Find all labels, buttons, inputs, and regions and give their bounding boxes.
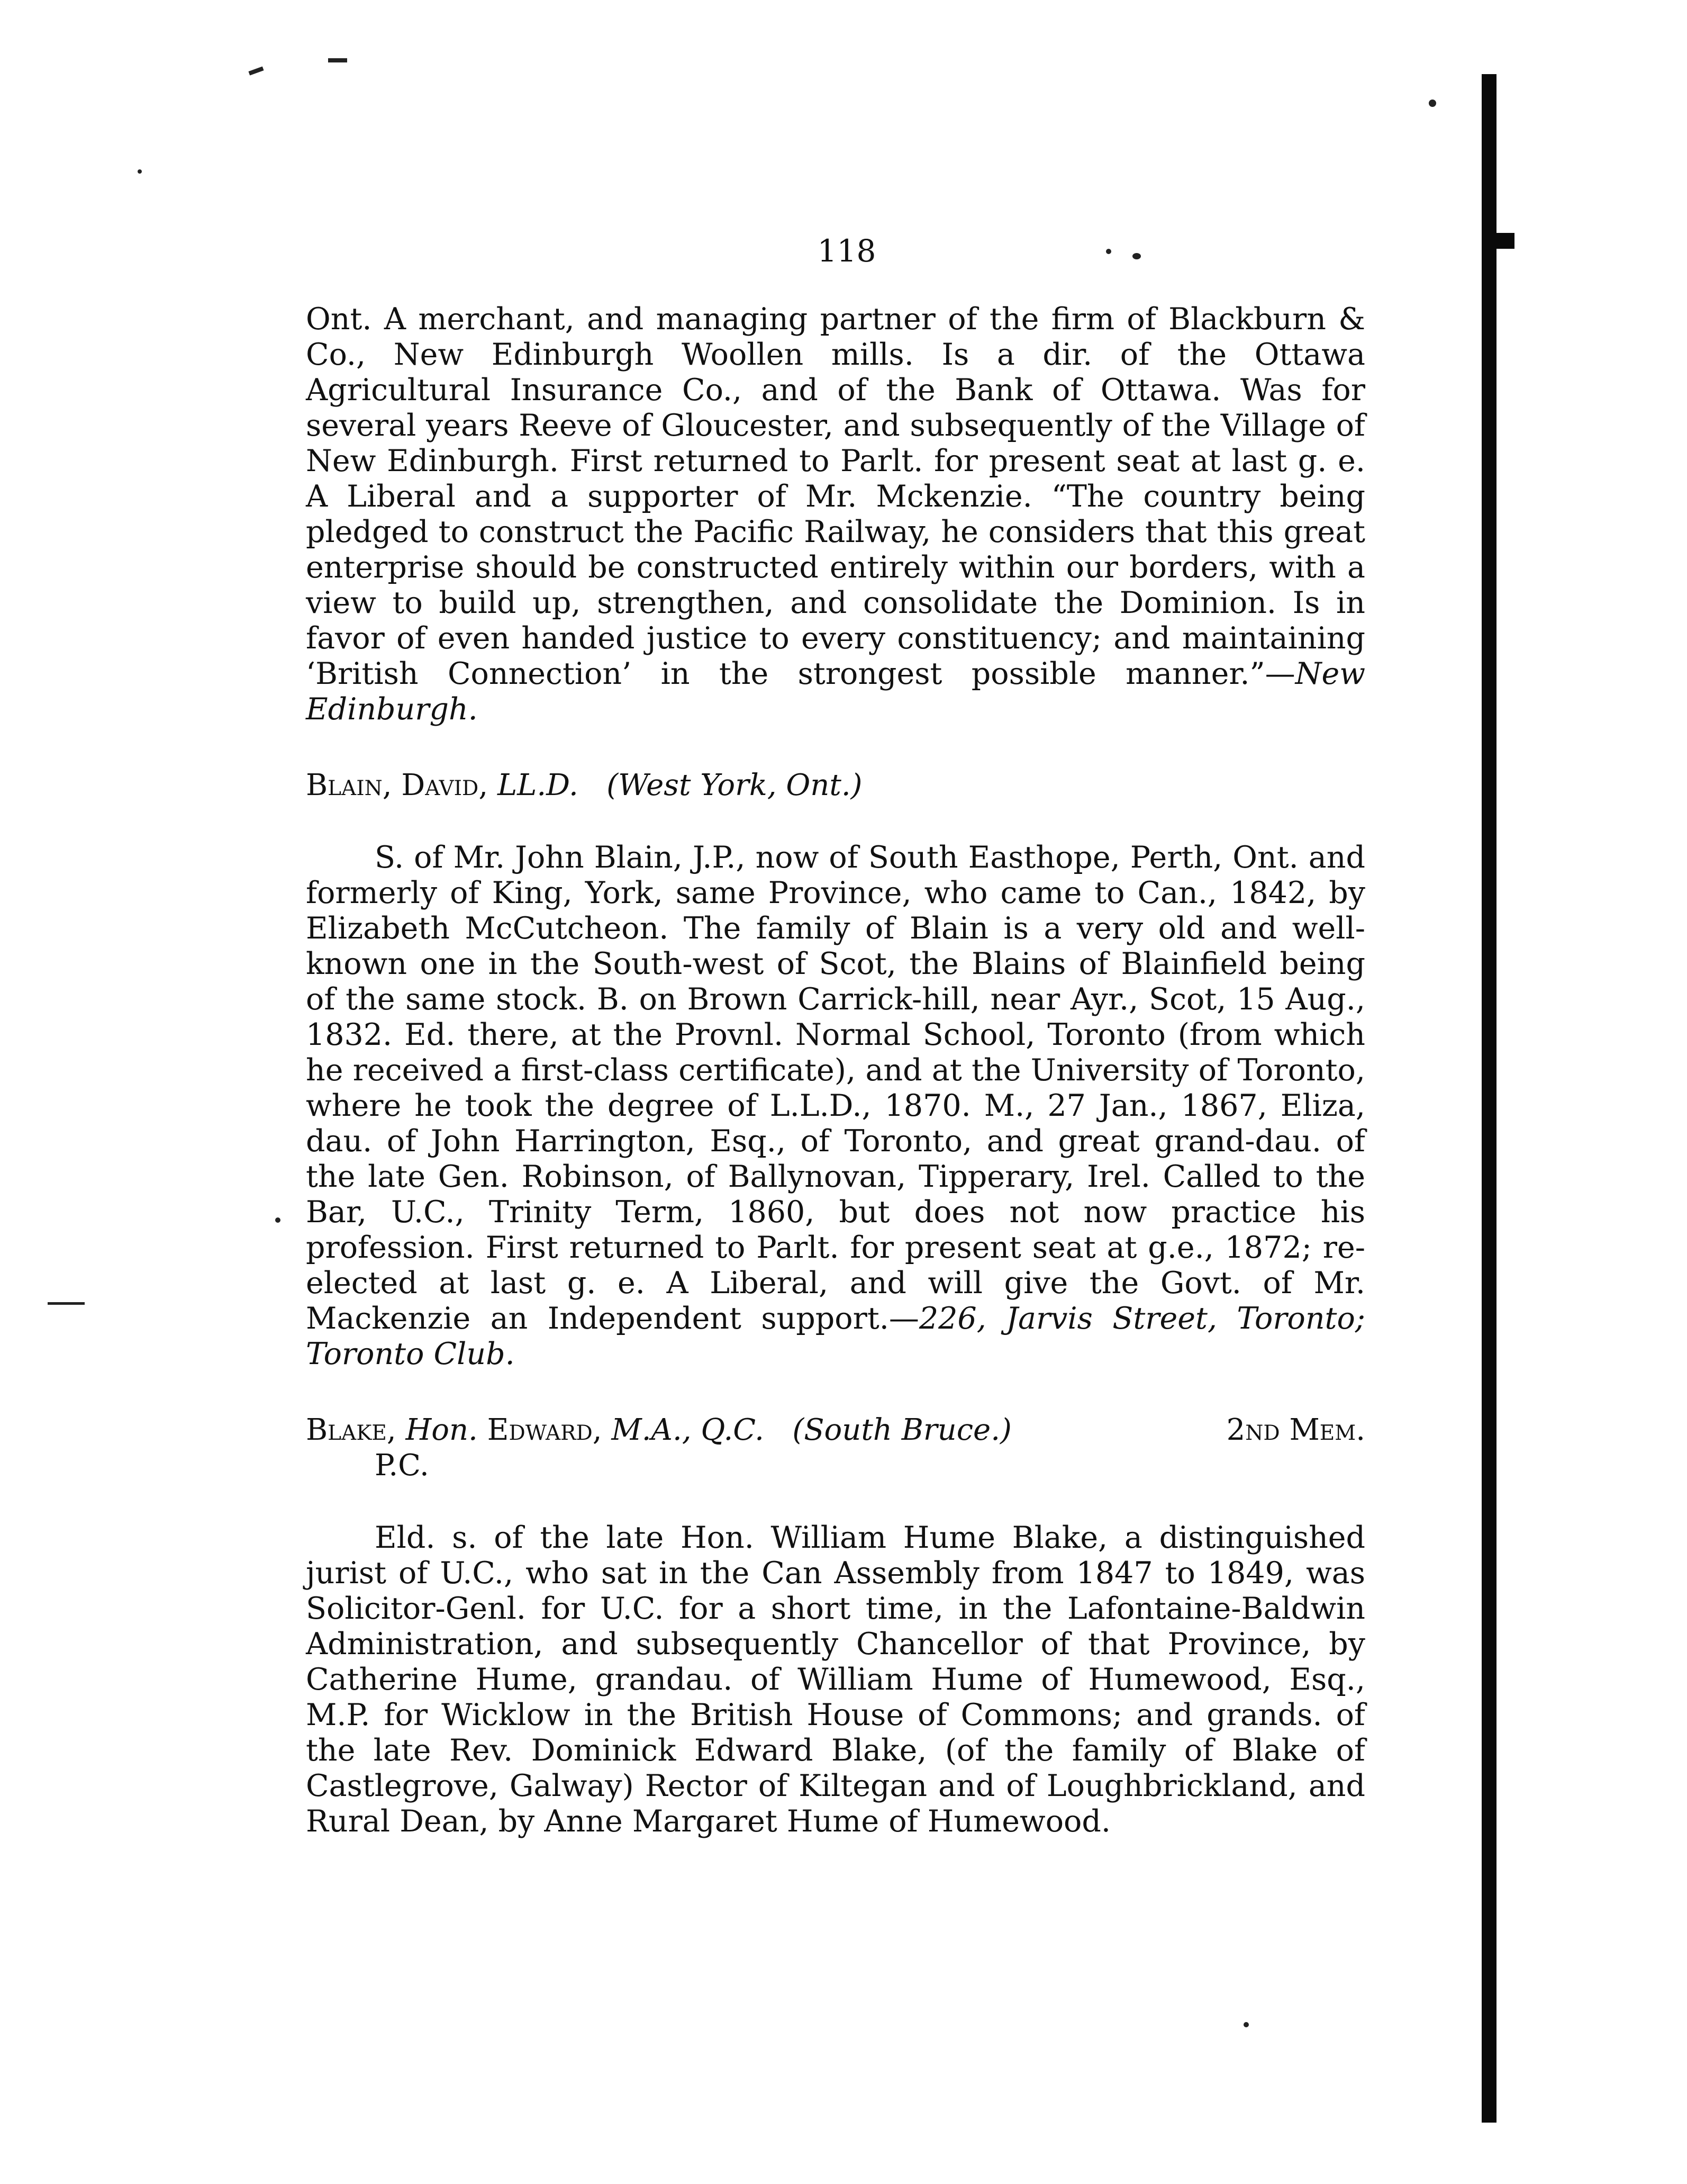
blain-body-text: S. of Mr. John Blain, J.P., now of South Easthope, Perth, Ont. and formerly of King, York, same Province, who came to Can., 1842, by Elizabeth McCutcheon. The family of Blain is a very old and well-known one in the South-west of Scot, the Blains of Blainfield being of the same stock. B. on Brown Carrick-hill, near Ayr., Scot, 15 Aug., 1832. Ed. there, at the Provnl. Normal School, Toronto (from which he received a first-class certificate), and at the University of Toronto, where he took the degree of L.L.D., 1870. M., 27 Jan., 1867, Eliza, dau. of John Harrington, Esq., of Toronto, and great grand-dau. of the late Gen. Robinson, of Ballynovan, Tipperary, Irel. Called to the Bar, U.C., Trinity Term, 1860, but does not now practice his profession. First returned to Parlt. for present seat at g.e., 1872; re-elected at last g. e. A Liberal, and will give the Govt. of Mr. Mackenzie an Independent support.— (306, 840, 1365, 1336)
heading-member-label: 2nd Mem. (1226, 1413, 1365, 1447)
entry-continuation (306, 302, 1365, 727)
spacer (306, 1483, 1365, 1520)
page-body (306, 302, 1365, 1839)
heading-honorific: Hon. (405, 1413, 478, 1447)
scan-speck (1429, 100, 1436, 107)
scan-speck (248, 66, 264, 75)
continuation-source: New Edinburgh. (306, 656, 1365, 727)
scan-edge-mark (1493, 233, 1514, 249)
heading-degree: LL.D. (497, 768, 578, 802)
spacer (306, 727, 1365, 768)
scan-speck (1106, 249, 1111, 254)
heading-surname: Blake (306, 1413, 387, 1447)
blain-address: 226, Jarvis Street, Toronto; Toronto Club. (306, 1301, 1365, 1371)
scan-edge-shadow (1482, 74, 1496, 2123)
entry-body-blain (306, 840, 1365, 1372)
scan-speck (1132, 253, 1141, 259)
scan-speck (275, 1217, 280, 1223)
heading-surname: Blain (306, 768, 383, 802)
heading-given-name: Edward (487, 1413, 593, 1447)
spacer (306, 1372, 1365, 1412)
entry-body-blake: Eld. s. of the late Hon. William Hume Blake, a distinguished jurist of U.C., who sat in the Can Assembly from 1847 to 1849, was Solicitor-Genl. for U.C. for a short time, in the Lafontaine-Baldwin Administration, and subsequently Chancellor of that Province, by Catherine Hume, grandau. of William Hume of Humewood, Esq., M.P. for Wicklow in the British House of Commons; and grands. of the late Rev. Dominick Edward Blake, (of the family of Blake of Castlegrove, Galway) Rector of Kiltegan and of Loughbrickland, and Rural Dean, by Anne Margaret Hume of Humewood. (306, 1520, 1365, 1839)
heading-constituency: (West York, Ont.) (606, 768, 863, 802)
entry-heading-blake: Blake, Hon. Edward, M.A., Q.C. (South Bruce.) 2nd Mem. (306, 1413, 1365, 1447)
page-number: 118 (817, 233, 876, 269)
heading-constituency: (South Bruce.) (792, 1413, 1012, 1447)
scan-speck (1244, 2022, 1249, 2027)
entry-heading-blain: Blain, David, LL.D. (West York, Ont.) (306, 768, 863, 802)
scan-speck (138, 169, 142, 174)
entry-heading-blake-continued (306, 1448, 1365, 1483)
heading-given-name: David (401, 768, 479, 802)
spacer (306, 803, 1365, 840)
heading-privy-council: P.C. (375, 1448, 429, 1483)
scan-speck (48, 1302, 85, 1305)
scan-speck (328, 58, 347, 62)
continuation-text: Ont. A merchant, and managing partner of the firm of Blackburn & Co., New Edinburgh Woollen mills. Is a dir. of the Ottawa Agricultural Insurance Co., and of the Bank of Ottawa. Was for several years Reeve of Gloucester, and subsequently of the Village of New Edinburgh. First returned to Parlt. for present seat at last g. e. A Liberal and a supporter of Mr. Mckenzie. “The country being pledged to construct the Pacific Railway, he considers that this great enterprise should be constructed entirely within our borders, with a view to build up, strengthen, and consolidate the Dominion. Is in favor of even handed justice to every constituency; and maintaining ‘British Connection’ in the strongest possible manner.”— (306, 302, 1365, 691)
heading-degrees: M.A., Q.C. (611, 1413, 764, 1447)
